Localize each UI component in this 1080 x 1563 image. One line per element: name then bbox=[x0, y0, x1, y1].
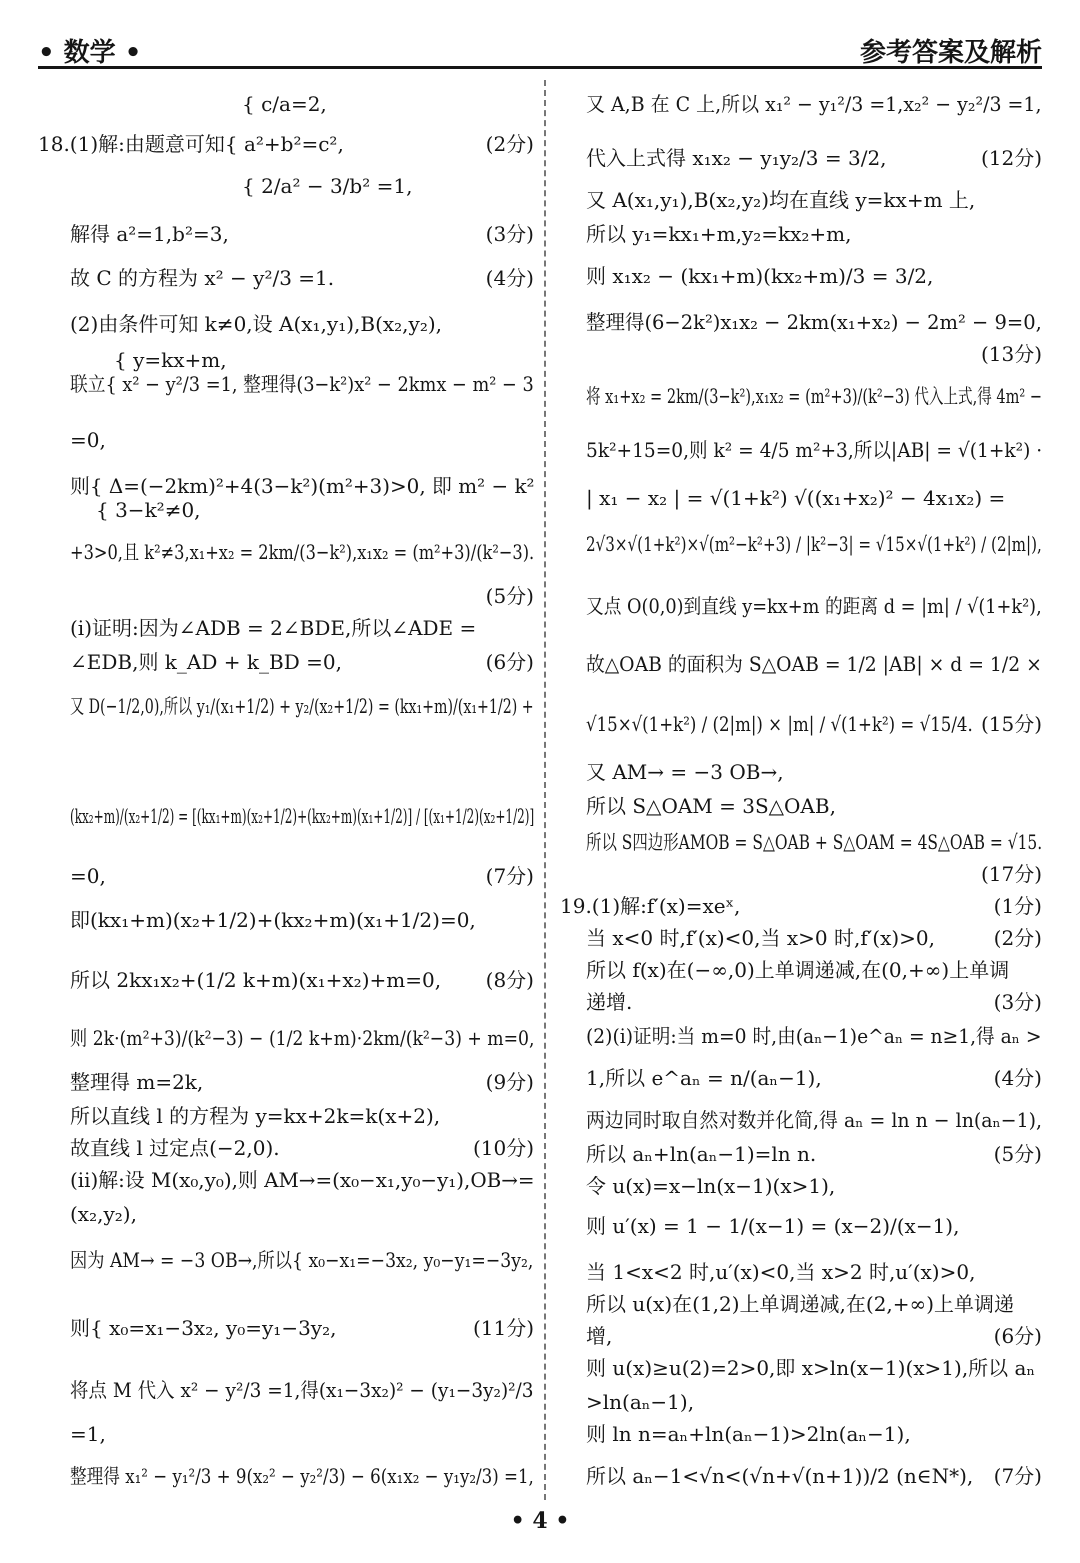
page-header bbox=[38, 26, 1042, 69]
subject-label: • 数学 • bbox=[38, 38, 142, 68]
section-title: 参考答案及解析 bbox=[859, 38, 1042, 68]
column-divider bbox=[544, 80, 546, 1500]
page-number: • 4 • bbox=[510, 1508, 570, 1534]
